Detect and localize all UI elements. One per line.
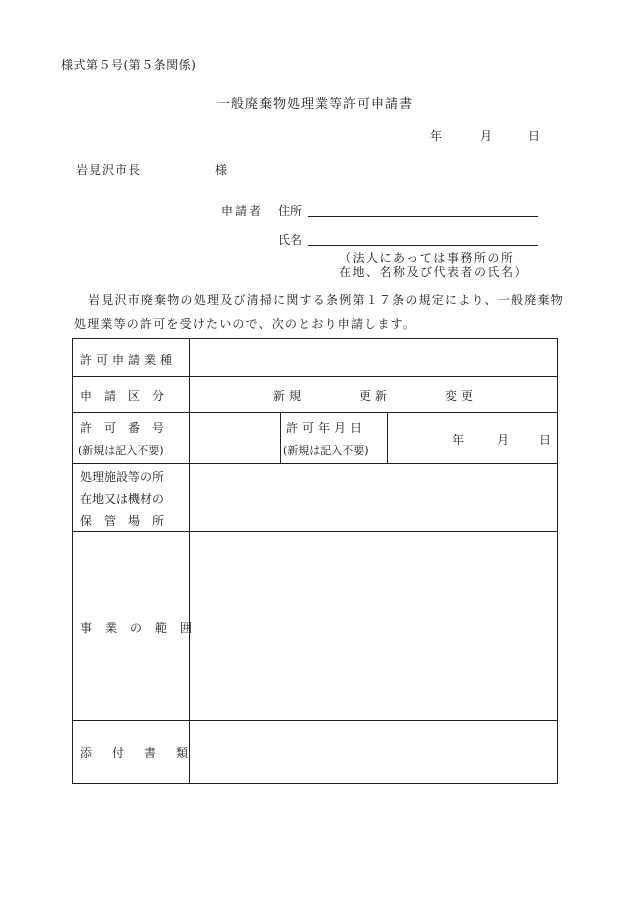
honorific: 様 [215,163,228,177]
label-attached-documents: 添付書類 [80,746,209,760]
label-application-type: 許可申請業種 [80,353,177,367]
label-business-scope: 事業の範囲 [80,621,206,635]
option-change[interactable]: 変更 [445,389,478,403]
name-label: 氏名 [278,233,303,247]
option-new[interactable]: 新規 [273,389,306,403]
permit-number-field[interactable] [190,413,280,463]
application-type-field[interactable] [190,339,558,376]
date-month-label: 月 [480,129,493,143]
attached-documents-field[interactable] [190,721,558,783]
address-field[interactable] [308,216,538,217]
label-facility-location-line2: 在地又は機材の [80,492,165,506]
permit-date-month: 月 [497,433,510,447]
business-scope-field[interactable] [190,532,558,720]
permit-date-year: 年 [452,433,465,447]
addressee: 岩見沢市長 [76,163,142,177]
corporate-note-line2: 在地、名称及び代表者の氏名） [339,265,529,279]
applicant-label: 申請者 [221,204,264,218]
form-number-label: 様式第５号(第５条関係) [61,58,197,72]
intro-paragraph: 岩見沢市廃棄物の処理及び清掃に関する条例第１７条の規定により、一般廃棄物処理業等の許可を受けたいので、次のとおり申請します。 [74,293,564,331]
option-renewal[interactable]: 更新 [359,389,392,403]
label-facility-location-line1: 処理施設等の所 [80,470,165,484]
name-field[interactable] [308,245,538,246]
application-form-table [72,338,558,784]
permit-date-day: 日 [539,433,552,447]
permit-number-note: (新規は記入不要) [78,444,164,457]
corporate-note-line1: （法人にあっては事務所の所 [339,251,515,265]
facility-location-field[interactable] [190,464,558,531]
label-application-category: 申 請 区 分 [80,389,165,403]
label-permit-number: 許 可 番 号 [80,421,165,435]
date-year-label: 年 [430,129,443,143]
label-permit-date: 許可年月日 [286,421,367,435]
address-label: 住所 [278,204,303,218]
permit-date-note: (新規は記入不要) [283,444,369,457]
document-title: 一般廃棄物処理業等許可申請書 [216,97,413,112]
date-day-label: 日 [528,129,541,143]
label-facility-location-line3: 保 管 場 所 [80,514,165,528]
